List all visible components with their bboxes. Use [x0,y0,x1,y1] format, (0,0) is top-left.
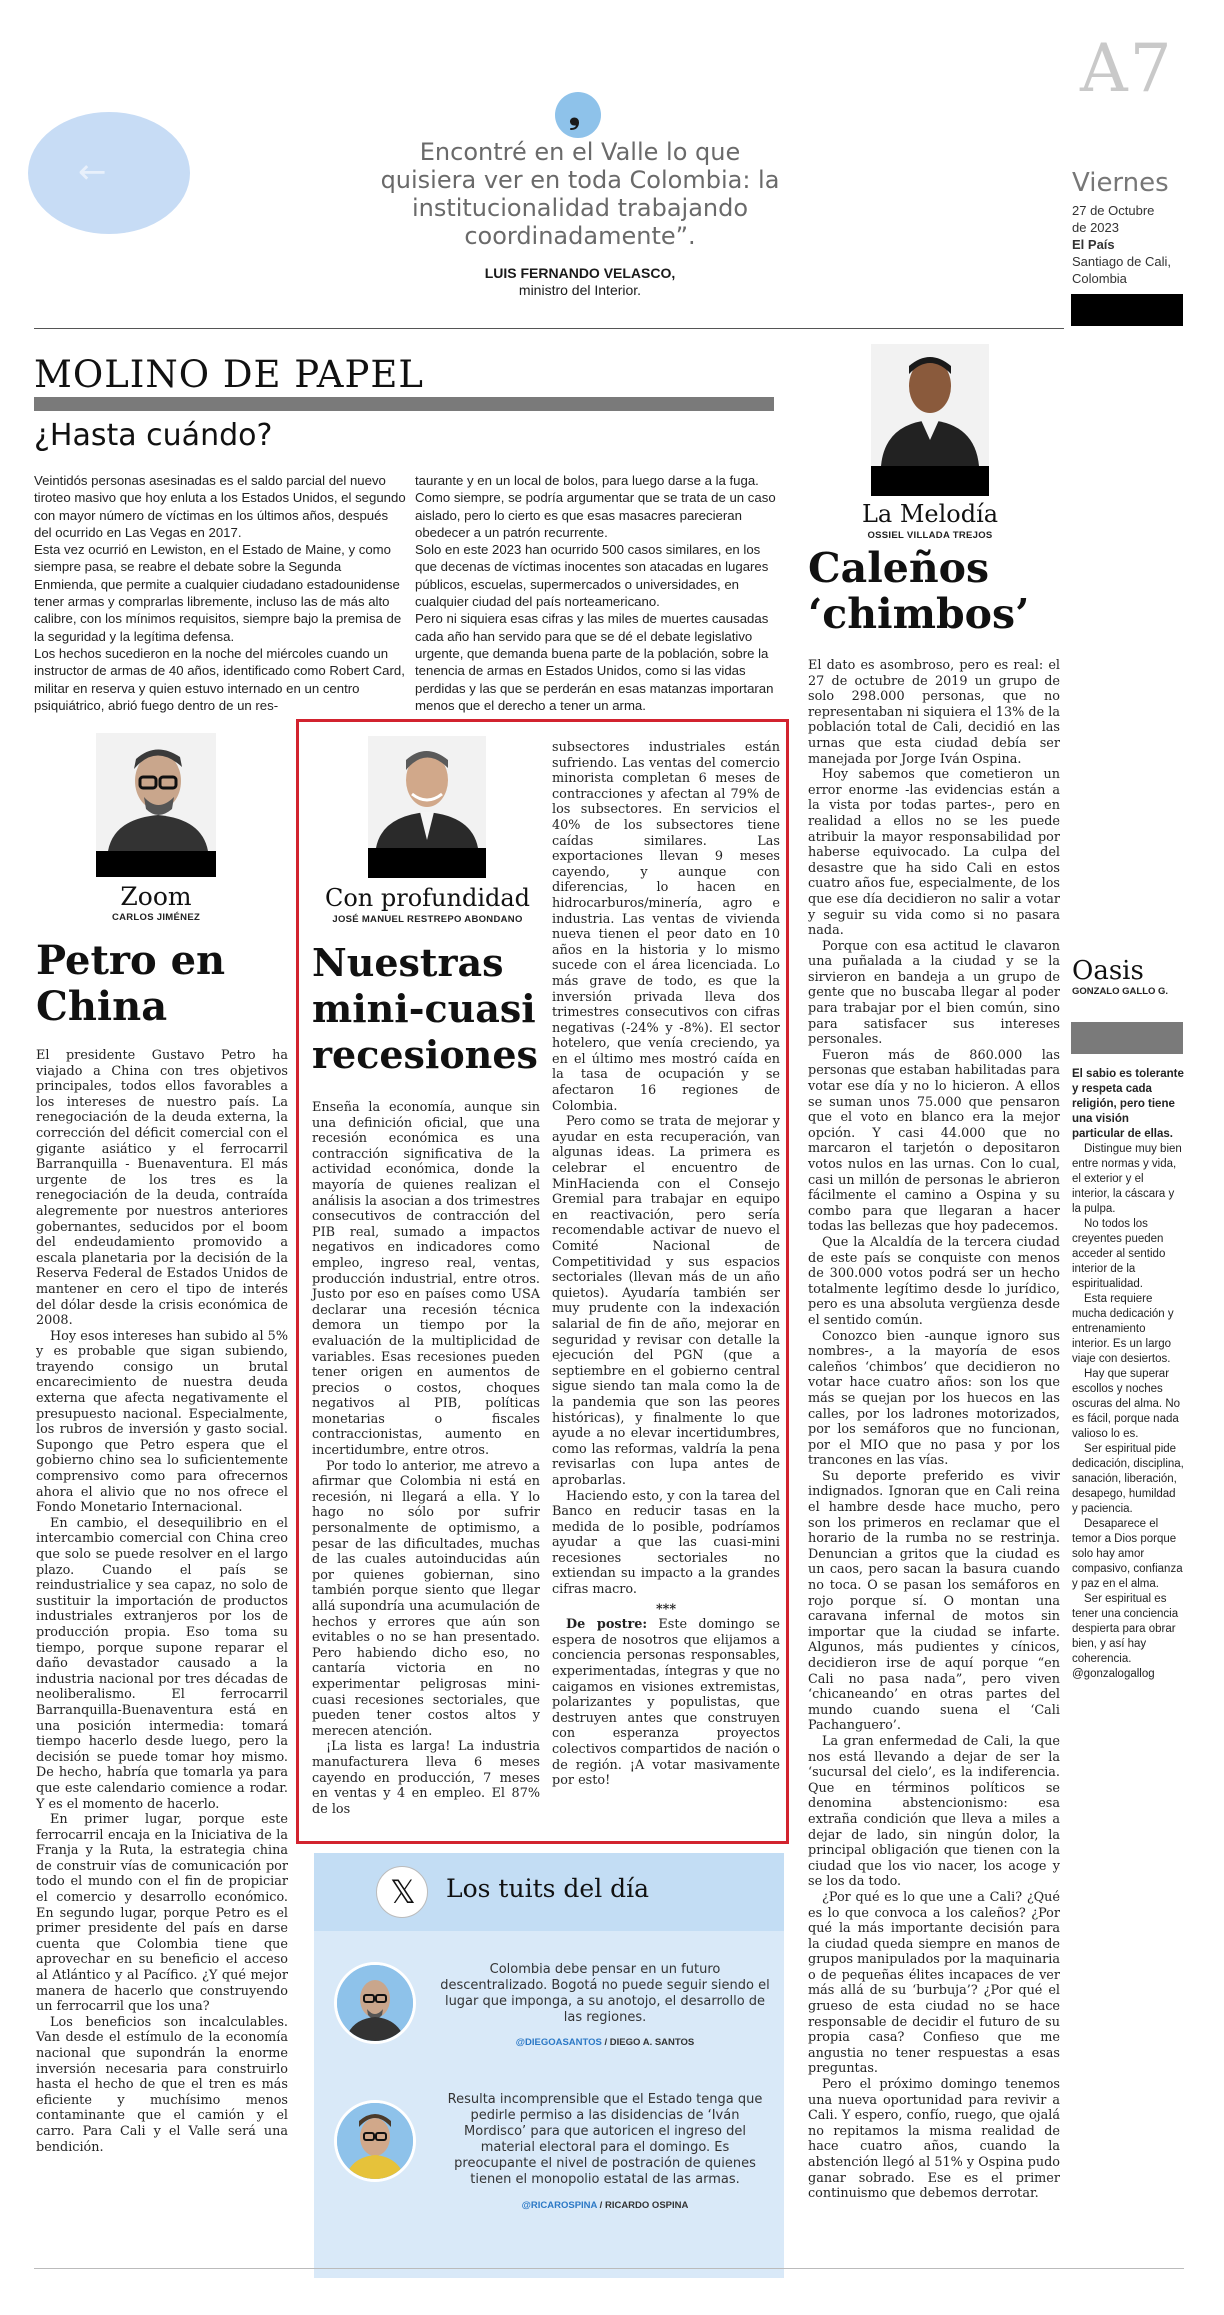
footer-divider [34,2268,1184,2269]
editorial-paragraph: Solo en este 2023 han ocurrido 500 casos similares, en los que decenas de víctimas inocentes son atacadas en lugares públicos, escuelas, supermercados o universidades, en cualquier ciudad del país norteamericano. [415,542,769,610]
body-paragraph: Porque con esa actitud le clavaron una puñalada a la ciudad y se la sirvieron en bandeja a un grupo de gente que no buscaba llegar al poder para trabajar por el bien común, sino para satisfacer sus intereses personales. [808,938,1060,1048]
column-author: CARLOS JIMÉNEZ [111,912,201,923]
date-redaction-bar [1071,294,1183,326]
body-paragraph: ¡La lista es larga! La industria manufacturera lleva 6 meses cayendo en producción, 7 meses en ventas y 4 en empleo. El 87% de los [312,1739,540,1817]
body-paragraph: En cambio, el desequilibrio en el intercambio comercial con China creo que solo se puede resolver en el largo plazo. Cuando el país se reindustrialice y sea capaz, no solo de sustituir la importación de productos industriales extranjeros por los de producción propia. Eso toma su tiempo, porque supone reparar el daño devastador causado a la industria nacional por tres décadas de neoliberalismo. El ferrocarril Barranquilla-Buenaventura está en una posición intermedia: tomará tiempo hacerlo desde luego, pero la decisión se puede tomar hoy mismo. De hecho, habría que tomarla ya para que este calendario comience a rodar. Y es el momento de hacerlo. [36,1515,288,1812]
tuit-author-name: / DIEGO A. SANTOS [601,2037,695,2048]
body-paragraph: Hoy sabemos que cometieron un error enorme -las evidencias están a la vista por todas partes-, pero en realidad a ellos no se les puede atribuir la mayor responsabilidad por haberse equivocado. La culpa del desastre que ha sido Cali en estos cuatro años fue, especialmente, de los que ese día decidieron no salir a votar y seguir su vida como si no pasara nada. [808,767,1060,939]
body-paragraph: ¿Por qué es lo que une a Cali? ¿Qué es lo que convoca a los caleños? ¿Por qué la más importante decisión para la ciudad queda siempre en manos de grupos manipulados por la maquinaria o de pequeñas élites incapaces de ver más allá de su ‘burbuja’? ¿Por qué el grueso de esta ciudad no se hace responsable de decidir el futuro de su propia casa? Confieso que me angustia no tener respuestas a esas preguntas. [808,1889,1060,2077]
avatar [334,2100,416,2182]
tuit-text: Colombia debe pensar en un futuro descentralizado. Bogotá no puede seguir siendo el lugar que imponga, a su anotojo, el desarrollo de las regiones. [440,1962,770,2025]
oasis-paragraph: Ser espiritual pide dedicación, disciplina, sanación, liberación, desapego, humildad y paciencia. [1072,1443,1184,1515]
oasis-paragraph: Distingue muy bien entre normas y vida, el exterior y el interior, la cáscara y la pulpa. [1072,1143,1182,1215]
date-line-2: de 2023 [1072,220,1119,235]
tuits-title: Los tuits del día [446,1874,650,1903]
oasis-paragraph: Desaparece el temor a Dios porque solo hay amor compasivo, confianza y paz en el alma. [1072,1518,1183,1590]
oasis-signature: @gonzalogallog [1072,1668,1155,1680]
tuit-author-name: / RICARDO OSPINA [597,2200,689,2211]
editorial-paragraph: Esta vez ocurrió en Lewiston, en el Estado de Maine, y como siempre pasa, se reabre el debate sobre la Segunda Enmienda, que permite a cualquier ciudadano estadounidense tener armas y comprarlas libremente, incluso las de más alto calibre, con los mínimos requisitos, siempre bajo la premisa de la seguridad y la legítima defensa. [34,542,402,644]
back-nav-button[interactable] [28,112,190,234]
arrow-left-icon: ← [78,152,107,192]
zoom-headline: Petro en China [36,937,226,1030]
editorial-paragraph: Veintidós personas asesinadas es el saldo parcial del nuevo tiroteo masivo que hoy enluta a los Estados Unidos, el segundo con mayor número de víctimas en los últimos años, después del ocurrido en Las Vegas en 2017. [34,473,406,540]
author-photo [368,736,486,848]
oasis-paragraph: Ser espiritual es tener una conciencia despierta para obrar bien, y así hay coherencia. [1072,1593,1179,1665]
quote-author-role: ministro del Interior. [518,282,642,298]
section-title: MOLINO DE PAPEL [34,353,425,396]
tuit-author [440,2037,770,2048]
author-photo [871,344,989,466]
profundidad-headline: Nuestras mini-cuasi recesiones [312,940,538,1077]
featured-quote: Encontré en el Valle lo que quisiera ver en toda Colombia: la institucionalidad trabajando coordinadamente”. [380,138,780,250]
avatar [334,1962,416,2044]
column-name: La Melodía [861,500,999,528]
tuit-text: Resulta incomprensible que el Estado tenga que pedirle permiso a las disidencias de ‘Iván Mordisco’ para que autoricen el ingreso del material electoral para el domingo. Es preocupante el nivel de postración de quienes tienen el monopolio estatal de las armas. [447,2092,763,2187]
oasis-paragraph: Hay que superar escollos y noches oscuras del alma. No es fácil, porque nada valioso lo es. [1072,1368,1181,1440]
oasis-paragraph: Esta requiere mucha dedicación y entrenamiento interior. Es un largo viaje con desiertos. [1072,1293,1174,1365]
body-paragraph: Enseña la economía, aunque sin una definición oficial, que una recesión económica es una contracción significativa de la actividad económica, donde la mayoría de quienes realizan el análisis la asocian a dos trimestres consecutivos de contracción del PIB real, sumado a impactos negativos en indicadores como empleo, ingreso real, ventas, producción industrial, entre otros. Justo por eso en países como USA declarar una recesión técnica demora un tiempo por la evaluación de la multiplicidad de variables. Esas recesiones pueden tener origen en aumentos de precios o costos, choques negativos al PIB, políticas monetarias o fiscales contraccionistas, aumento en incertidumbre, entre otros. [312,1100,540,1459]
editorial-paragraph: Pero ni siquiera esas cifras y las miles de muertes causadas cada año han servido para que se dé el debate legislativo urgente, que demanda buena parte de la población, sobre la tenencia de armas en Estados Unidos, como si las vidas perdidas y las que se perderán en esas matanzas importaran menos que el derecho a tener un arma. [415,611,774,713]
column-author: OSSIEL VILLADA TREJOS [867,530,993,541]
body-paragraph: Por todo lo anterior, me atrevo a afirmar que Colombia ni está en recesión, ni llegará a ella. Y lo hago no sólo por sufrir personalmente de optimismo, a pesar de las dificultades, muchas de las cuales autoinducidas aún por quienes gobiernan, sino también porque siento que llegar allá supondría una acumulación de hechos y errores que aún son evitables o no se han presentado. Pero habiendo dicho eso, no cantaría victoria en no experimentar peligrosas mini-cuasi recesiones sectoriales, que pueden tener costos altos y merecen atención. [312,1458,540,1739]
body-paragraph: Los beneficios son incalculables. Van desde el estímulo de la economía nacional que supondrán la enorme inversión necesaria para construirlo hasta el hecho de que el tren es más eficiente y muchísimo menos contaminante que el camión y el carro. Para Cali y el Valle será una bendición. [36,2014,288,2155]
header-divider [34,328,1064,329]
place-line-1: Santiago de Cali, [1072,254,1172,269]
quote-icon: ❟ [555,92,601,138]
body-paragraph: Haciendo esto, y con la tarea del Banco en reducir tasas en la medida de lo posible, podríamos ayudar a que las cuasi-mini recesiones sectoriales no extiendan su impacto a la grandes cifras macro. [552,1488,780,1598]
body-paragraph: Fueron más de 860.000 las personas que estaban habilitadas para votar ese día y no lo hicieron. A ellos se suman unos 75.000 que pensaron que el voto en blanco era la mejor opción. Y casi 44.000 que no marcaron el tarjetón o depositaron votos nulos en las urnas. Con lo cual, casi un millón de personas le abrieron fácilmente el camino a Ospina y su combo para que llegaran a hacer todas las bellezas que hoy padecemos. [808,1047,1060,1235]
body-paragraph: El presidente Gustavo Petro ha viajado a China con tres objetivos principales, todos ellos favorables a los intereses de nuestro país. La renegociación de la deuda externa, la corrección del déficit comercial con el gigante asiático y el ferrocarril Barranquilla - Buenaventura. El más urgente de los tres es la renegociación de la deuda, contraída alegremente por nuestros anteriores gobernantes, seducidos por el boom del endeudamiento promovido a escala planetaria por la decisión de la Reserva Federal de Estados Unidos de mantener en cero el tipo de interés del dólar desde la crisis económica de 2008. [36,1048,288,1329]
section-title-bar [34,397,774,411]
body-paragraph: Hoy esos intereses han subido al 5% y es probable que sigan subiendo, trayendo consigo un brutal encarecimiento de nuestra deuda externa que afecta negativamente el presupuesto nacional. Especialmente, los rubros de inversión y gasto social. Supongo que Petro espera que el gobierno chino sea lo suficientemente comprensivo como para ofrecernos ahora el alivio que no nos ofrece el Fondo Monetario Internacional. [36,1328,288,1516]
column-author: JOSÉ MANUEL RESTREPO ABONDANO [332,914,523,925]
page-number: A7 [1080,30,1174,107]
oasis-paragraph: No todos los creyentes pueden acceder al sentido interior de la espiritualidad. [1072,1218,1166,1290]
body-paragraph: subsectores industriales están sufriendo. Las ventas del comercio minorista completan 6 meses de contracciones y afectan al 79% de los subsectores. En servicios el 40% de los subsectores tiene caídas similares. Las exportaciones llevan 9 meses cayendo, y aunque con diferencias, lo hacen en hidrocarburos/minería, agro e industria. Las ventas de vivienda nueva tienen el peor dato en 10 años en la historia y lo mismo sucede con el área licenciada. Lo más grave de todo, es que la inversión privada lleva dos trimestres consecutivos con cifras negativas (-24% y -8%). El sector hotelero, que venía creciendo, ya en el último mes mostró caída en la tasa de ocupación y se afectaron 16 regiones de Colombia. [552,740,780,1114]
body-paragraph: Su deporte preferido es vivir indignados. Ignoran que en Cali reina el hambre desde hace mucho, pero son los primeros en reclamar que el horario de la rumba no se restrinja. Denuncian a gritos que la ciudad es un caos, pero sacan la basura cuando no toca. O se pasan los semáforos en rojo porque sí. O montan una caravana infernal de motos sin importar que la ciudad se infarte. Algunos, más pudientes y cínicos, decidieron irse de aquí porque “en Cali no pasa nada”, pero viven ‘chicaneando’ en otras partes del mundo cuando suena el ‘Cali Pachanguero’. [808,1468,1060,1734]
melodia-body [808,658,1060,2202]
quote-author: LUIS FERNANDO VELASCO, [484,265,676,281]
photo-caption-bar [96,851,216,877]
tuit-handle-link[interactable]: @DIEGOASANTOS [515,2037,602,2048]
section-separator: *** [655,1601,677,1617]
column-name: Con profundidad [324,884,531,912]
photo-caption-bar [368,848,486,878]
postre-text: Este domingo se espera de nosotros que elijamos a conciencia personas responsables, experimentadas, íntegras y que no caigamos en visiones extremistas, polarizantes y populistas, que destruyen antes que construyen con esperanza proyectos colectivos compartidos de nación o de región. ¡A votar masivamente por esto! [552,1617,780,1789]
x-logo-icon: 𝕏 [376,1866,428,1918]
profundidad-column-1 [312,1100,540,1817]
editorial-headline: ¿Hasta cuándo? [34,418,273,453]
tuit-handle-link[interactable]: @RICAROSPINA [521,2200,598,2211]
photo-caption-bar [871,466,989,496]
body-paragraph: Pero como se trata de mejorar y ayudar en esta recuperación, van algunas ideas. La primera es celebrar el encuentro de MinHacienda con el Consejo Gremial para trabajar en equipo en reactivación, pero sería recomendable activar de nuevo el Comité Nacional de Competitividad y sus espacios sectoriales (llevan más de un año quietos). Ayudaría también ser muy prudente con la indexación salarial de fin de año, mejorar en seguridad y revisar con detalle la ejecución del PGN (que a septiembre en el gobierno central sigue siendo tan mala como la de la pandemia que son las peores históricas), y finalmente lo que ayude a no elevar incertidumbres, como las reformas, valdría la pena revisarlas con lupa antes de aprobarlas. [552,1114,780,1488]
oasis-body [1072,1067,1184,1682]
body-paragraph: En primer lugar, porque este ferrocarril encaja en la Iniciativa de la Franja y la Ruta, la estrategia china de construir vías de comunicación por todo el mundo con el fin de propiciar el comercio y desarrollo económico. En segundo lugar, porque Petro es el primer presidente del país en darse cuenta que Colombia tiene que aprovechar en su beneficio el acceso al Atlántico y al Pacífico. ¿Y qué mejor manera de hacerlo que construyendo un ferrocarril que los una? [36,1812,288,2015]
profundidad-column-2 [552,740,780,1789]
paper-name: El País [1072,237,1115,252]
author-photo [96,733,216,851]
body-paragraph: Pero el próximo domingo tenemos una nueva oportunidad para revivir a Cali. Y espero, confío, ruego, que ojalá no repitamos la misma realidad de hace cuatro años, cuando la abstención llegó al 51% y Ospina pudo ganar sobrado. Ese es el primer continuismo que debemos derrotar. [808,2077,1060,2202]
melodia-headline: Caleños ‘chimbos’ [808,544,1030,638]
editorial-column-2 [415,472,779,714]
body-paragraph: Que la Alcaldía de la tercera ciudad de este país se conquiste con menos de 300.000 votos podrá ser un hecho totalmente legítimo desde lo jurídico, pero es una absoluta vergüenza desde el sentido común. [808,1234,1060,1328]
column-name: Oasis [1072,956,1144,986]
body-paragraph: La gran enfermedad de Cali, la que nos está llevando a dejar de ser la ‘sucursal del cielo’, es la indiferencia. Que en términos políticos se denomina abstencionismo: esa extraña condición que lleva a miles a dejar de lado, sin ningún dolor, la principal obligación que tienen con la ciudad que los vio nacer, los acoge y se los da todo. [808,1733,1060,1890]
postre-label: De postre: [566,1617,648,1633]
date-weekday: Viernes [1072,168,1169,198]
body-paragraph: Conozco bien -aunque ignoro sus nombres-, a la mayoría de esos caleños ‘chimbos’ que decidieron no votar hace cuatro años: son los que más se quejan por los huecos en las calles, por los ladrones motorizados, por los semáforos que no funcionan, por el MIO que no pasa y por los trancones en las vías. [808,1328,1060,1469]
editorial-column-1 [34,472,406,714]
date-line-1: 27 de Octubre [1072,203,1155,218]
body-paragraph: El dato es asombroso, pero es real: el 27 de octubre de 2019 un grupo de solo 298.000 personas, que no representaban ni siquiera el 13% de la población total de Cali, decidió en las urnas que esta ciudad debía ser manejada por Jorge Iván Ospina. [808,658,1060,767]
editorial-paragraph: Los hechos sucedieron en la noche del miércoles cuando un instructor de armas de 40 años, identificado como Robert Card, militar en reserva y quien estuvo internado en un centro psiquiátrico, abrió fuego dentro de un res- [34,645,405,713]
column-name: Zoom [120,882,192,911]
column-author: GONZALO GALLO G. [1072,986,1169,997]
oasis-photo-placeholder [1071,1022,1183,1054]
oasis-lead: El sabio es tolerante y respeta cada religión, pero tiene una visión particular de ellas. [1072,1068,1184,1140]
place-line-2: Colombia [1072,271,1127,286]
tuit-author [440,2200,770,2211]
editorial-paragraph: taurante y en un local de bolos, para luego darse a la fuga. Como siempre, se podría argumentar que se trata de un caso aislado, pero lo cierto es que esas masacres parecieran obedecer a un patrón recurrente. [415,473,776,540]
zoom-body [36,1048,288,2155]
